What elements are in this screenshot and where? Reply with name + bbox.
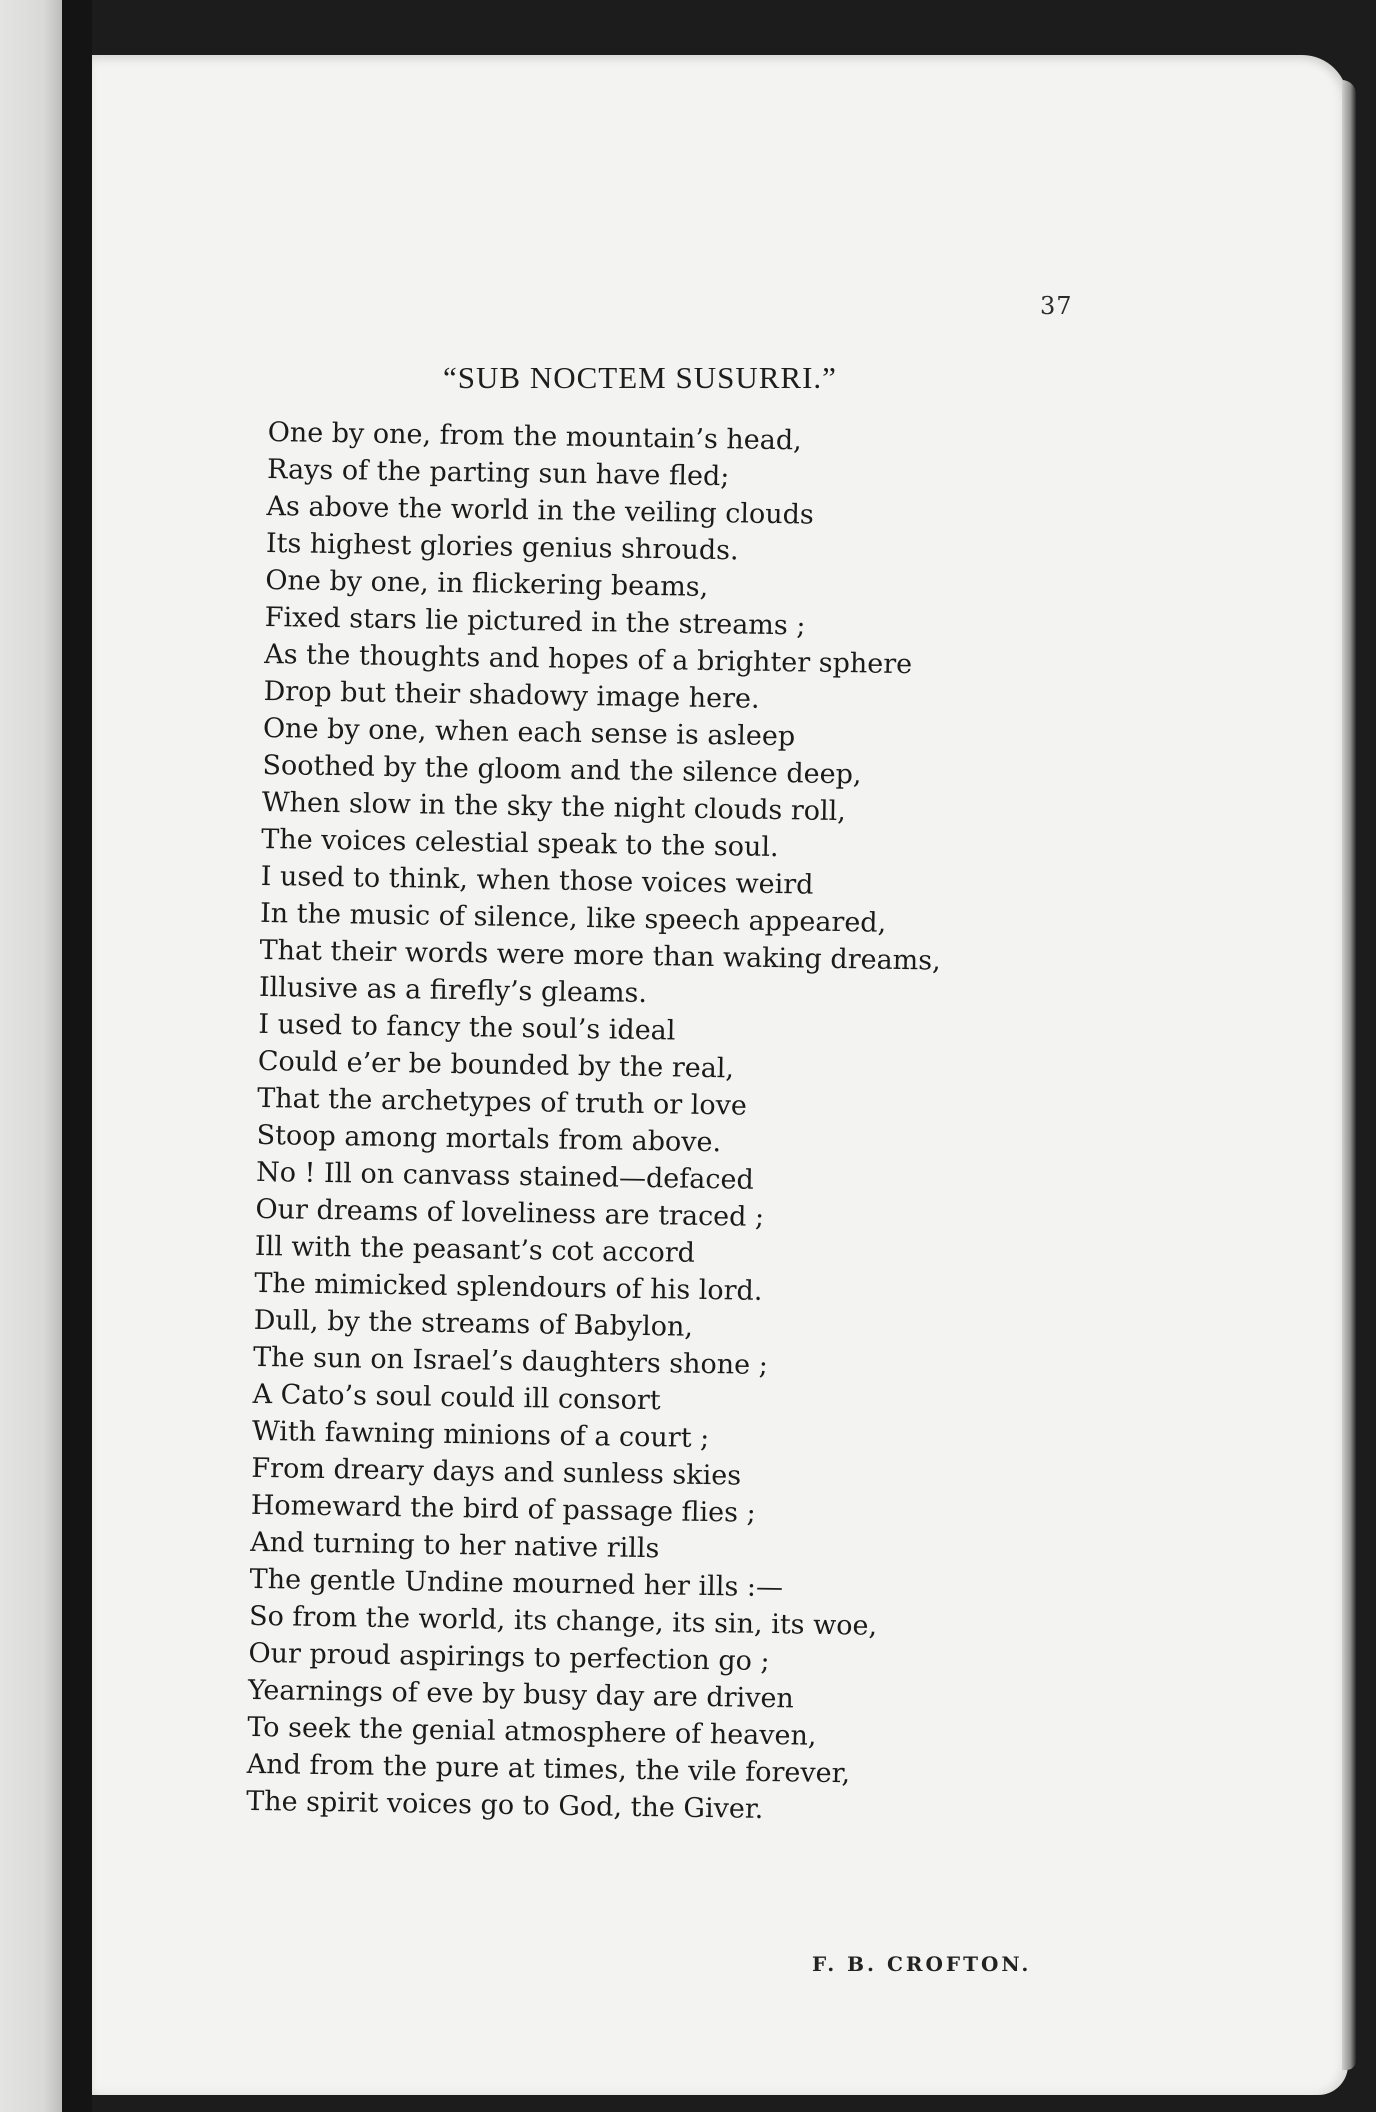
poem-line: Illusive as a firefly’s gleams. [258, 971, 648, 1010]
poem-line: From dreary days and sunless skies [251, 1452, 742, 1492]
poem-line: As above the world in the veiling clouds [266, 490, 815, 531]
poem-line: One by one, from the mountain’s head, [267, 416, 802, 457]
book-gutter [62, 0, 92, 2112]
poem-line: Fixed stars lie pictured in the streams ; [264, 601, 806, 642]
poem-line: In the music of silence, like speech appeared, [259, 897, 887, 939]
poem-line: And turning to her native rills [250, 1526, 660, 1565]
page-edge-shadow [1342, 80, 1356, 2070]
poem-line: Yearnings of eve by busy day are driven [247, 1674, 795, 1715]
author-signature: F. B. CROFTON. [812, 1952, 1032, 1976]
poem-line: I used to fancy the soul’s ideal [258, 1008, 676, 1047]
poem-body [246, 414, 949, 1831]
poem-line: The spirit voices go to God, the Giver. [245, 1785, 764, 1825]
poem-line: Homeward the bird of passage flies ; [250, 1489, 756, 1529]
poem-line: As the thoughts and hopes of a brighter sphere [263, 638, 913, 681]
poem-line: Soothed by the gloom and the silence deep, [262, 749, 862, 791]
poem-line: So from the world, its change, its sin, its woe, [248, 1600, 878, 1642]
poem-line: No ! Ill on canvass stained—defaced [255, 1156, 755, 1196]
poem-line: To seek the genial atmosphere of heaven, [247, 1711, 817, 1752]
poem-line: Dull, by the streams of Babylon, [253, 1304, 694, 1343]
page-number: 37 [1040, 292, 1073, 320]
poem-line: Our dreams of loveliness are traced ; [255, 1193, 765, 1233]
poem-line: Drop but their shadowy image here. [263, 675, 760, 715]
poem-line: I used to think, when those voices weird [260, 860, 814, 901]
poem-line: One by one, in flickering beams, [265, 564, 709, 603]
poem-line: Rays of the parting sun have fled; [266, 453, 730, 493]
poem-line: The sun on Israel’s daughters shone ; [252, 1341, 769, 1381]
poem-title: “SUB NOCTEM SUSURRI.” [443, 360, 837, 395]
poem-line: With fawning minions of a court ; [251, 1415, 710, 1455]
poem-line: Could e’er be bounded by the real, [257, 1045, 735, 1085]
poem-line: The voices celestial speak to the soul. [261, 823, 779, 864]
poem-line: Its highest glories genius shrouds. [265, 527, 739, 567]
poem-line: The gentle Undine mourned her ills :— [249, 1563, 784, 1604]
poem-line: Ill with the peasant’s cot accord [254, 1230, 696, 1269]
facing-page-edge [0, 0, 62, 2112]
poem-line: The mimicked splendours of his lord. [254, 1267, 763, 1307]
poem-line: Stoop among mortals from above. [256, 1119, 722, 1159]
poem-line: And from the pure at times, the vile forever, [246, 1748, 851, 1790]
poem-line: That their words were more than waking dreams, [259, 934, 941, 977]
poem-line: One by one, when each sense is asleep [262, 712, 796, 753]
poem-line: A Cato’s soul could ill consort [252, 1378, 661, 1417]
poem-line: Our proud aspirings to perfection go ; [248, 1637, 770, 1678]
poem-line: When slow in the sky the night clouds roll, [261, 786, 847, 828]
poem-line: That the archetypes of truth or love [257, 1082, 748, 1122]
